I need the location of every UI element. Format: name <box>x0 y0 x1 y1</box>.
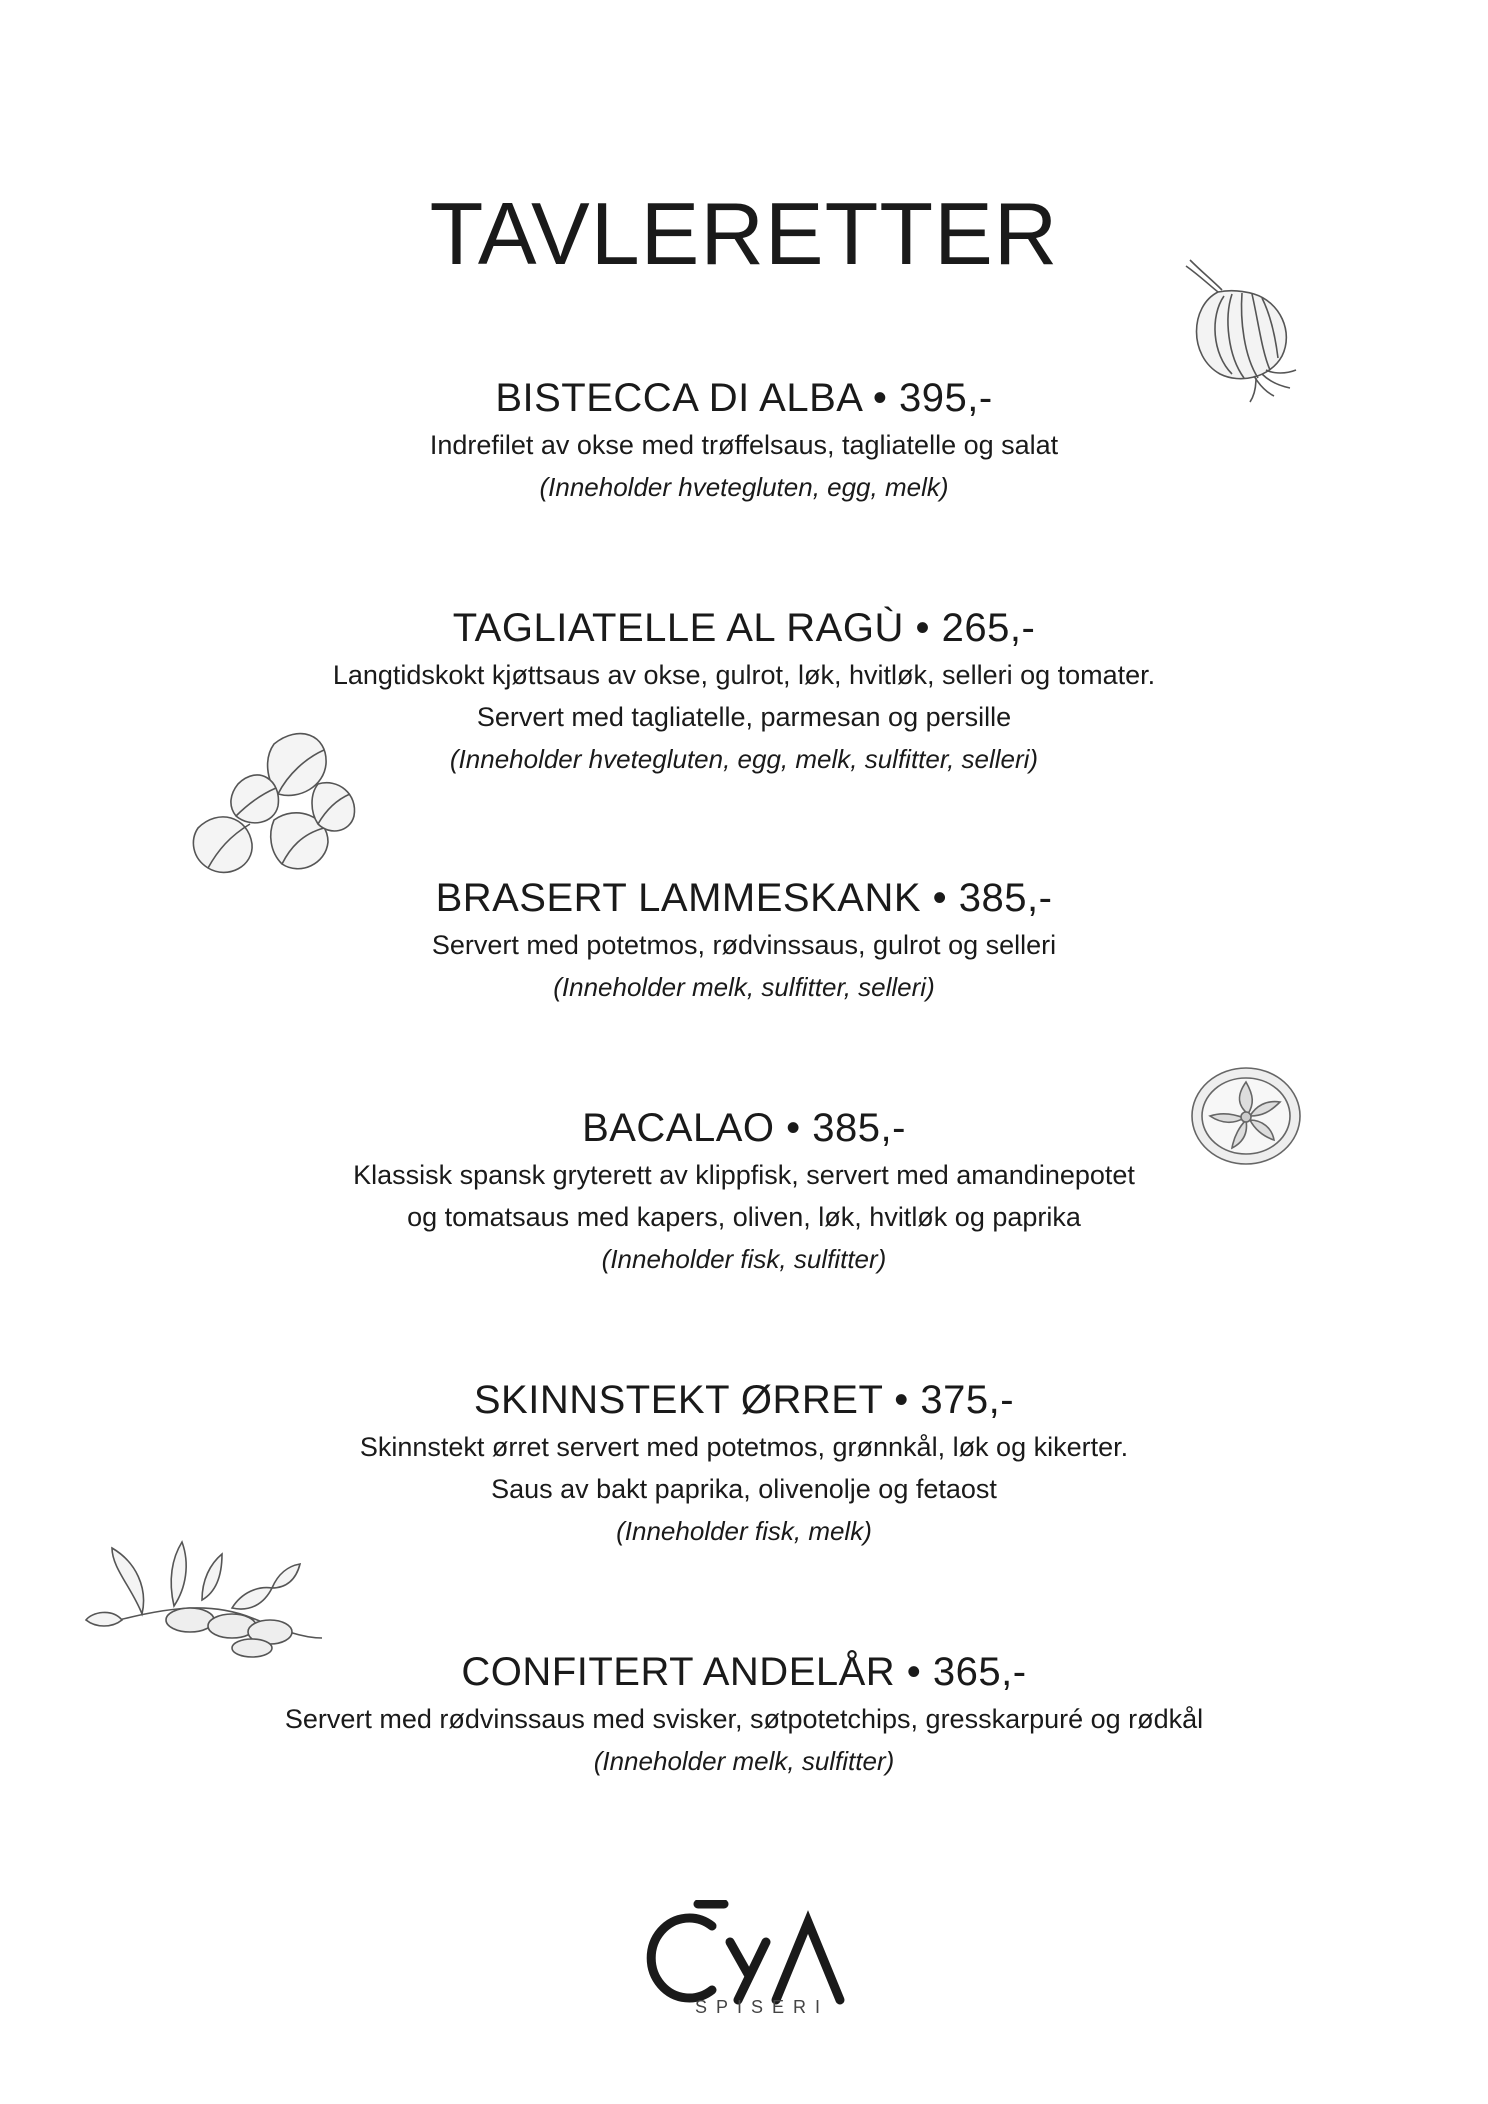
dish-description: og tomatsaus med kapers, oliven, løk, hvitløk og paprika <box>407 1202 1081 1232</box>
dish-allergens: (Inneholder fisk, melk) <box>616 1516 872 1546</box>
dish-description: Klassisk spansk gryterett av klippfisk, servert med amandinepotet <box>353 1160 1135 1190</box>
dish-name: CONFITERT ANDELÅR • 365,- <box>461 1650 1027 1694</box>
dish-name: BACALAO • 385,- <box>582 1106 906 1150</box>
dish-description: Saus av bakt paprika, olivenolje og fetaost <box>491 1474 997 1504</box>
dish-allergens: (Inneholder melk, sulfitter, selleri) <box>553 972 935 1002</box>
menu-item-bistecca <box>200 374 1288 508</box>
tomato-slice-icon <box>1182 1058 1314 1178</box>
dish-name: BISTECCA DI ALBA • 395,- <box>495 376 993 420</box>
dish-name: SKINNSTEKT ØRRET • 375,- <box>473 1378 1015 1422</box>
dish-name: BRASERT LAMMESKANK • 385,- <box>435 876 1053 920</box>
dish-allergens: (Inneholder hvetegluten, egg, melk) <box>539 472 949 502</box>
dish-description: Servert med tagliatelle, parmesan og persille <box>476 702 1012 732</box>
dish-description: Langtidskokt kjøttsaus av okse, gulrot, løk, hvitløk, selleri og tomater. <box>332 660 1156 690</box>
menu-item-orret <box>200 1376 1288 1552</box>
onion-icon <box>1170 246 1310 406</box>
dish-description: Servert med rødvinssaus med svisker, søtpotetchips, gresskarpuré og rødkål <box>284 1704 1204 1734</box>
dish-name: TAGLIATELLE AL RAGÙ • 265,- <box>452 606 1036 650</box>
logo-subtitle: SPISERI <box>694 1997 830 2017</box>
dish-description: Servert med potetmos, rødvinssaus, gulrot og selleri <box>431 930 1057 960</box>
menu-item-andelar <box>200 1648 1288 1782</box>
basil-leaves-icon <box>178 724 368 894</box>
olive-branch-icon <box>82 1488 332 1658</box>
menu-item-bacalao <box>200 1104 1288 1280</box>
dish-description: Indrefilet av okse med trøffelsaus, tagliatelle og salat <box>429 430 1059 460</box>
menu-title: TAVLERETTER <box>429 184 1059 283</box>
dish-description: Skinnstekt ørret servert med potetmos, grønnkål, løk og kikerter. <box>359 1432 1129 1462</box>
dish-allergens: (Inneholder hvetegluten, egg, melk, sulfitter, selleri) <box>449 744 1039 774</box>
dish-allergens: (Inneholder fisk, sulfitter) <box>601 1244 887 1274</box>
dish-allergens: (Inneholder melk, sulfitter) <box>593 1746 895 1776</box>
menu-item-lammeskank <box>200 874 1288 1008</box>
